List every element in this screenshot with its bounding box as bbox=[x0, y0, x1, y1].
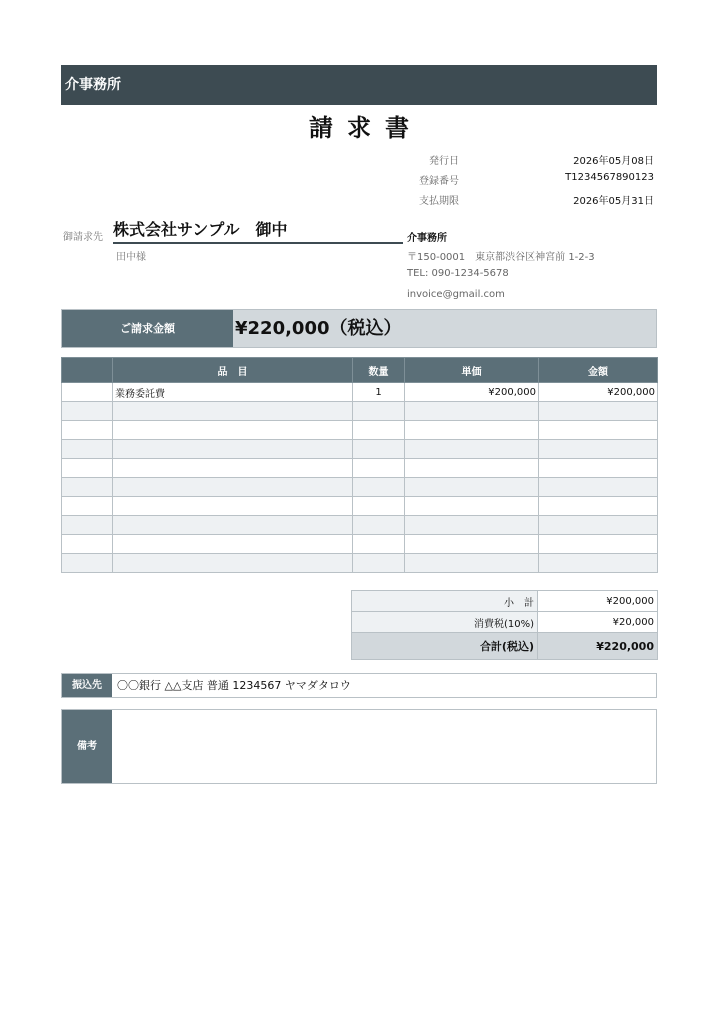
billing-amount-value: ¥220,000（税込） bbox=[233, 310, 656, 347]
item-quantity bbox=[353, 497, 405, 516]
header-amount: 金額 bbox=[539, 358, 658, 383]
item-amount bbox=[539, 535, 658, 554]
header-unit-price: 単価 bbox=[405, 358, 539, 383]
row-no bbox=[62, 440, 113, 459]
table-row bbox=[62, 535, 658, 554]
item-name bbox=[113, 497, 353, 516]
item-quantity bbox=[353, 478, 405, 497]
bank-value: 〇〇銀行 △△支店 普通 1234567 ヤマダタロウ bbox=[117, 679, 351, 692]
row-no bbox=[62, 516, 113, 535]
row-no bbox=[62, 478, 113, 497]
issuer-name: 介事務所 bbox=[407, 233, 447, 244]
notes-label: 備考 bbox=[62, 710, 112, 783]
items-header-row bbox=[62, 358, 658, 383]
items-table bbox=[61, 357, 658, 573]
item-amount bbox=[539, 554, 658, 573]
table-row bbox=[62, 497, 658, 516]
table-row bbox=[62, 421, 658, 440]
registration-number-value: T1234567890123 bbox=[565, 172, 654, 183]
item-unit-price bbox=[405, 516, 539, 535]
item-name bbox=[113, 478, 353, 497]
row-no bbox=[62, 383, 113, 402]
item-unit-price bbox=[405, 402, 539, 421]
registration-number-label: 登録番号 bbox=[419, 176, 459, 187]
total-row bbox=[352, 633, 658, 660]
table-row bbox=[62, 440, 658, 459]
item-name: 業務委託費 bbox=[113, 383, 353, 402]
header-banner bbox=[61, 65, 657, 105]
header-item: 品 目 bbox=[113, 358, 353, 383]
bank-transfer-box bbox=[61, 673, 657, 698]
tax-value: ¥20,000 bbox=[538, 612, 658, 633]
totals-table bbox=[351, 590, 658, 660]
item-unit-price bbox=[405, 459, 539, 478]
bank-label: 振込先 bbox=[62, 674, 112, 697]
table-row bbox=[62, 516, 658, 535]
item-quantity bbox=[353, 421, 405, 440]
item-quantity bbox=[353, 535, 405, 554]
header-cell bbox=[62, 358, 113, 383]
header-quantity: 数量 bbox=[353, 358, 405, 383]
item-name bbox=[113, 535, 353, 554]
tax-row bbox=[352, 612, 658, 633]
issue-date-value: 2026年05月08日 bbox=[573, 156, 654, 167]
item-quantity bbox=[353, 459, 405, 478]
bill-to-person: 田中様 bbox=[116, 252, 146, 263]
row-no bbox=[62, 402, 113, 421]
table-row bbox=[62, 478, 658, 497]
item-unit-price bbox=[405, 535, 539, 554]
item-amount bbox=[539, 440, 658, 459]
item-quantity bbox=[353, 440, 405, 459]
issuer-banner-text: 介事務所 bbox=[65, 77, 121, 93]
item-unit-price bbox=[405, 421, 539, 440]
table-row bbox=[62, 554, 658, 573]
row-no bbox=[62, 497, 113, 516]
item-amount bbox=[539, 478, 658, 497]
due-date-label: 支払期限 bbox=[419, 196, 459, 207]
subtotal-row bbox=[352, 591, 658, 612]
issuer-address: 〒150-0001 東京都渋谷区神宮前 1-2-3 bbox=[407, 252, 595, 263]
item-unit-price bbox=[405, 478, 539, 497]
item-amount bbox=[539, 516, 658, 535]
item-amount bbox=[539, 421, 658, 440]
item-unit-price bbox=[405, 554, 539, 573]
due-date-value: 2026年05月31日 bbox=[573, 196, 654, 207]
table-row bbox=[62, 383, 658, 402]
item-name bbox=[113, 440, 353, 459]
issuer-tel: TEL: 090-1234-5678 bbox=[407, 268, 509, 279]
billing-amount-label: ご請求金額 bbox=[62, 310, 233, 347]
item-name bbox=[113, 554, 353, 573]
bill-to-label: 御請求先 bbox=[63, 232, 103, 243]
item-unit-price bbox=[405, 440, 539, 459]
bill-to-company: 株式会社サンプル 御中 bbox=[113, 217, 403, 244]
tax-label: 消費税(10%) bbox=[352, 612, 538, 633]
item-unit-price: ¥200,000 bbox=[405, 383, 539, 402]
row-no bbox=[62, 554, 113, 573]
row-no bbox=[62, 421, 113, 440]
item-name bbox=[113, 459, 353, 478]
row-no bbox=[62, 535, 113, 554]
subtotal-value: ¥200,000 bbox=[538, 591, 658, 612]
item-amount bbox=[539, 459, 658, 478]
item-quantity: 1 bbox=[353, 383, 405, 402]
item-amount bbox=[539, 497, 658, 516]
total-value: ¥220,000 bbox=[538, 633, 658, 660]
issuer-email: invoice@gmail.com bbox=[407, 289, 505, 300]
row-no bbox=[62, 459, 113, 478]
item-amount bbox=[539, 402, 658, 421]
item-quantity bbox=[353, 554, 405, 573]
table-row bbox=[62, 402, 658, 421]
item-name bbox=[113, 421, 353, 440]
total-label: 合計(税込) bbox=[352, 633, 538, 660]
document-title: 請求書 bbox=[309, 114, 423, 142]
item-name bbox=[113, 516, 353, 535]
issue-date-label: 発行日 bbox=[429, 156, 459, 167]
table-row bbox=[62, 459, 658, 478]
item-name bbox=[113, 402, 353, 421]
item-unit-price bbox=[405, 497, 539, 516]
billing-amount-box bbox=[61, 309, 657, 348]
notes-box bbox=[61, 709, 657, 784]
subtotal-label: 小 計 bbox=[352, 591, 538, 612]
item-quantity bbox=[353, 402, 405, 421]
item-quantity bbox=[353, 516, 405, 535]
item-amount: ¥200,000 bbox=[539, 383, 658, 402]
